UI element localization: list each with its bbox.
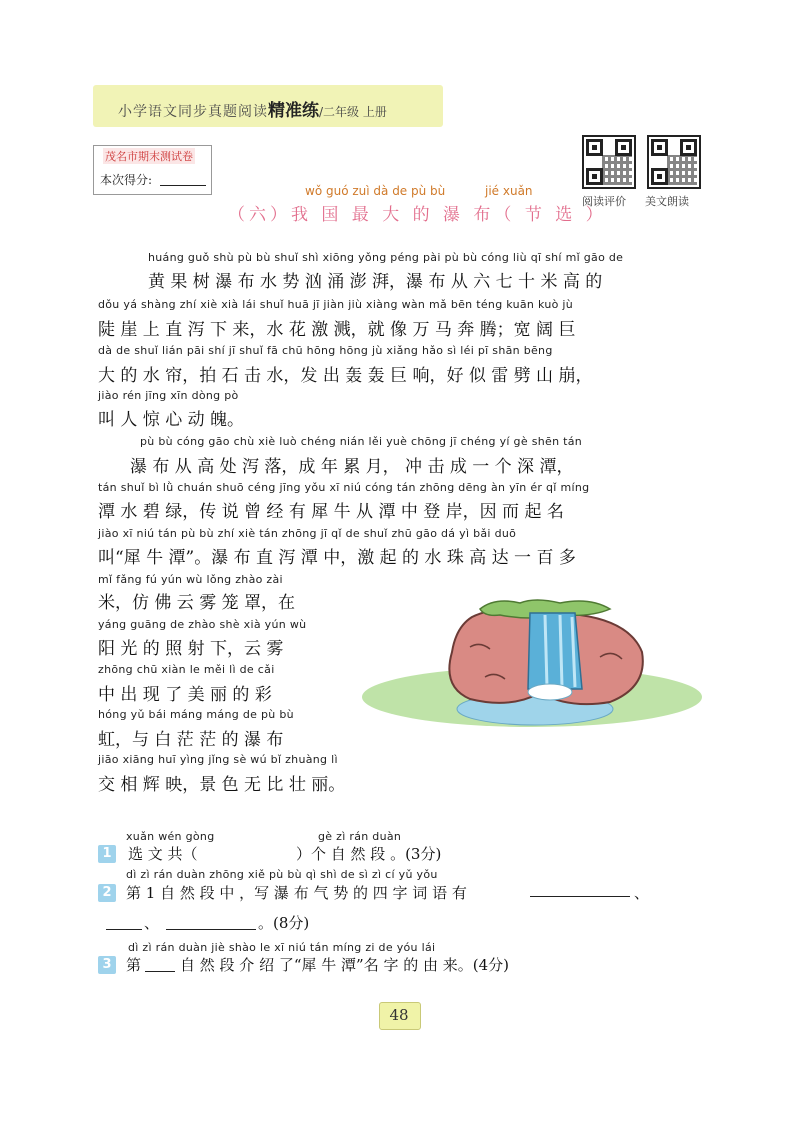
pinyin-line: jiào rén jīng xīn dòng pò: [98, 389, 239, 402]
qr-code-icon[interactable]: [582, 135, 636, 189]
answer-blank[interactable]: [166, 929, 256, 930]
question-text: 、: [634, 884, 650, 902]
pinyin-line: jiāo xiāng huī yìng jǐng sè wú bǐ zhuàng lì: [98, 753, 338, 766]
title-pinyin: wǒ guó zuì dà de pù bù: [305, 184, 446, 198]
question-text: 自 然 段 介 绍 了“犀 牛 潭”名 字 的 由 来。(4分): [180, 956, 510, 974]
question-number: 2: [98, 884, 116, 902]
text-line: 交 相 辉 映，景 色 无 比 壮 丽。: [98, 775, 346, 795]
text-line: 黄 果 树 瀑 布 水 势 汹 涌 澎 湃，瀑 布 从 六 七 十 米 高 的: [148, 272, 603, 292]
pinyin-line: tán shuǐ bì lǜ chuán shuō céng jīng yǒu xī niú cóng tán zhōng dēng àn yīn ér qǐ míng: [98, 481, 590, 494]
pinyin-line: pù bù cóng gāo chù xiè luò chéng nián lěi yuè chōng jī chéng yí gè shēn tán: [140, 435, 583, 448]
grade-label: /二年级 上册: [319, 105, 387, 119]
pinyin-line: zhōng chū xiàn le měi lì de cǎi: [98, 663, 275, 676]
pinyin-line: dà de shuǐ lián pāi shí jī shuǐ fā chū hōng hōng jù xiǎng hǎo sì léi pī shān bēng: [98, 344, 553, 357]
question-text: 第: [126, 956, 142, 974]
exam-label: 茂名市期末测试卷: [105, 150, 193, 163]
question-pinyin: dì zì rán duàn zhōng xiě pù bù qì shì de sì zì cí yǔ yǒu: [126, 868, 438, 881]
question-text: 、: [144, 914, 160, 932]
score-label: 本次得分:: [100, 173, 153, 187]
qr-code-icon[interactable]: [647, 135, 701, 189]
question-text: 第 1 自 然 段 中 ，写 瀑 布 气 势 的 四 字 词 语 有: [126, 884, 467, 902]
passage-title: （六）我 国 最 大 的 瀑 布（ 节 选 ）: [228, 205, 607, 225]
pinyin-line: huáng guǒ shù pù bù shuǐ shì xiōng yǒng péng pài pù bù cóng liù qī shí mǐ gāo de: [148, 251, 624, 264]
text-line: 潭 水 碧 绿，传 说 曾 经 有 犀 牛 从 潭 中 登 岸，因 而 起 名: [98, 502, 564, 522]
page-number: 48: [389, 1006, 409, 1024]
answer-blank[interactable]: [228, 848, 292, 866]
series-title: [118, 96, 387, 121]
series-title-main: 小学语文同步真题阅读: [118, 104, 268, 120]
question-number: 3: [98, 956, 116, 974]
question-text: 。(8分): [258, 914, 310, 932]
pinyin-line: yáng guāng de zhào shè xià yún wù: [98, 618, 307, 631]
answer-blank[interactable]: [530, 896, 630, 897]
text-line: 叫 人 惊 心 动 魄。: [98, 410, 245, 430]
qr-label-reading: 美文朗读: [645, 195, 689, 208]
question-text: 选 文 共（: [128, 845, 198, 863]
text-line: 大 的 水 帘，拍 石 击 水，发 出 轰 轰 巨 响，好 似 雷 劈 山 崩，: [98, 366, 593, 386]
question-number: 1: [98, 845, 116, 863]
question-pinyin: gè zì rán duàn: [318, 830, 402, 843]
text-line: 叫“犀 牛 潭”。瀑 布 直 泻 潭 中，激 起 的 水 珠 高 达 一 百 多: [98, 548, 576, 568]
pinyin-line: hóng yǔ bái máng máng de pù bù: [98, 708, 294, 721]
text-line: 米，仿 佛 云 雾 笼 罩，在: [98, 593, 296, 613]
answer-blank[interactable]: [106, 929, 142, 930]
text-line: 虹，与 白 茫 茫 的 瀑 布: [98, 730, 284, 750]
question-pinyin: xuǎn wén gòng: [126, 830, 215, 843]
score-blank[interactable]: [160, 185, 206, 186]
question-text: ）个 自 然 段 。(3分): [296, 845, 442, 863]
pinyin-line: mǐ fǎng fú yún wù lǒng zhào zài: [98, 573, 283, 586]
question-pinyin: dì zì rán duàn jiè shào le xī niú tán míng zi de yóu lái: [128, 941, 436, 954]
text-line: 中 出 现 了 美 丽 的 彩: [98, 685, 272, 705]
series-title-emphasis: 精准练: [268, 101, 319, 121]
qr-label-review: 阅读评价: [582, 195, 626, 208]
text-line: 陡 崖 上 直 泻 下 来，水 花 激 溅，就 像 万 马 奔 腾；宽 阔 巨: [98, 320, 576, 340]
text-line: 瀑 布 从 高 处 泻 落，成 年 累 月， 冲 击 成 一 个 深 潭，: [130, 457, 574, 477]
waterfall-illustration: [360, 597, 702, 727]
pinyin-line: jiào xī niú tán pù bù zhí xiè tán zhōng jī qǐ de shuǐ zhū gāo dá yì bǎi duō: [98, 527, 517, 540]
text-line: 阳 光 的 照 射 下，云 雾: [98, 639, 284, 659]
title-pinyin: jié xuǎn: [485, 184, 533, 198]
pinyin-line: dǒu yá shàng zhí xiè xià lái shuǐ huā jī jiàn jiù xiàng wàn mǎ bēn téng kuān kuò jù: [98, 298, 574, 311]
answer-blank[interactable]: [145, 971, 175, 972]
